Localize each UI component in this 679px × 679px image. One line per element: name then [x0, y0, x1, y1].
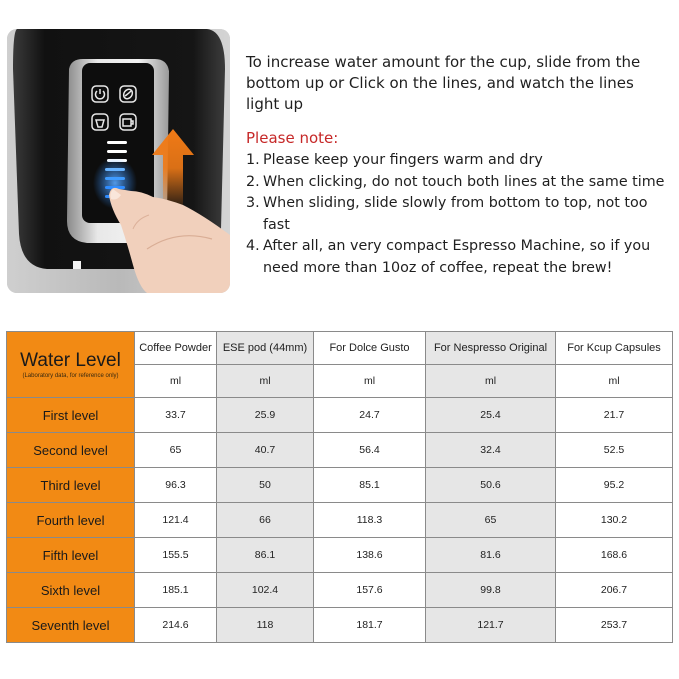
- note-heading: Please note:: [246, 129, 339, 147]
- table-cell: 118.3: [314, 503, 426, 538]
- table-cell: 24.7: [314, 398, 426, 433]
- column-header: Coffee Powder: [135, 332, 217, 365]
- table-cell: 40.7: [217, 433, 314, 468]
- table-cell: 52.5: [556, 433, 673, 468]
- table-cell: 99.8: [426, 573, 556, 608]
- table-row: [7, 573, 673, 608]
- row-label: First level: [7, 398, 135, 433]
- table-cell: 185.1: [135, 573, 217, 608]
- note-number: 3.: [246, 195, 260, 211]
- note-item: [246, 150, 671, 172]
- table-cell: 118: [217, 608, 314, 643]
- table-cell: 121.4: [135, 503, 217, 538]
- unit-cell: ml: [556, 365, 673, 398]
- table-cell: 138.6: [314, 538, 426, 573]
- table-cell: 168.6: [556, 538, 673, 573]
- row-label: Third level: [7, 468, 135, 503]
- column-header: For Kcup Capsules: [556, 332, 673, 365]
- row-label: Sixth level: [7, 573, 135, 608]
- table-row: [7, 398, 673, 433]
- table-row: [7, 433, 673, 468]
- table-cell: 96.3: [135, 468, 217, 503]
- row-label: Second level: [7, 433, 135, 468]
- table-cell: 65: [426, 503, 556, 538]
- note-item: [246, 172, 671, 194]
- row-label: Fifth level: [7, 538, 135, 573]
- note-text: After all, an very compact Espresso Machine, so if you need more than 10oz of coffee, repeat the brew!: [263, 238, 651, 276]
- note-number: 4.: [246, 238, 260, 254]
- table-cell: 155.5: [135, 538, 217, 573]
- table-cell: 181.7: [314, 608, 426, 643]
- table-cell: 157.6: [314, 573, 426, 608]
- water-level-table: [6, 331, 673, 643]
- note-text: When sliding, slide slowly from bottom to top, not too fast: [263, 195, 648, 233]
- product-photo: [7, 29, 230, 293]
- table-row: [7, 538, 673, 573]
- note-number: 2.: [246, 173, 260, 190]
- note-number: 1.: [246, 152, 260, 168]
- table-cell: 50: [217, 468, 314, 503]
- note-item: [246, 193, 671, 236]
- table-cell: 32.4: [426, 433, 556, 468]
- table-cell: 253.7: [556, 608, 673, 643]
- table-row: [7, 503, 673, 538]
- column-header: ESE pod (44mm): [217, 332, 314, 365]
- table-cell: 130.2: [556, 503, 673, 538]
- table-cell: 25.4: [426, 398, 556, 433]
- table-cell: 66: [217, 503, 314, 538]
- notes-list: [246, 150, 671, 279]
- table-cell: 214.6: [135, 608, 217, 643]
- row-label: Fourth level: [7, 503, 135, 538]
- note-text: Please keep your fingers warm and dry: [263, 152, 543, 168]
- table-cell: 86.1: [217, 538, 314, 573]
- table-cell: 121.7: [426, 608, 556, 643]
- unit-cell: ml: [135, 365, 217, 398]
- table-corner: [7, 332, 135, 398]
- column-header: For Dolce Gusto: [314, 332, 426, 365]
- unit-cell: ml: [426, 365, 556, 398]
- column-header: For Nespresso Original: [426, 332, 556, 365]
- intro-text: To increase water amount for the cup, slide from the bottom up or Click on the lines, and watch the lines light up: [246, 53, 641, 113]
- table-cell: 102.4: [217, 573, 314, 608]
- unit-cell: ml: [217, 365, 314, 398]
- table-cell: 95.2: [556, 468, 673, 503]
- table-cell: 56.4: [314, 433, 426, 468]
- unit-cell: ml: [314, 365, 426, 398]
- note-item: [246, 236, 671, 279]
- table-cell: 33.7: [135, 398, 217, 433]
- table-row: [7, 468, 673, 503]
- table-subtitle: (Laboratory data, for reference only): [22, 372, 119, 379]
- table-cell: 21.7: [556, 398, 673, 433]
- table-cell: 85.1: [314, 468, 426, 503]
- table-cell: 65: [135, 433, 217, 468]
- table-cell: 25.9: [217, 398, 314, 433]
- note-text: When clicking, do not touch both lines at the same time: [263, 173, 665, 190]
- table-cell: 81.6: [426, 538, 556, 573]
- table-cell: 206.7: [556, 573, 673, 608]
- table-row: [7, 608, 673, 643]
- row-label: Seventh level: [7, 608, 135, 643]
- table-cell: 50.6: [426, 468, 556, 503]
- table-title: Water Level: [20, 349, 121, 371]
